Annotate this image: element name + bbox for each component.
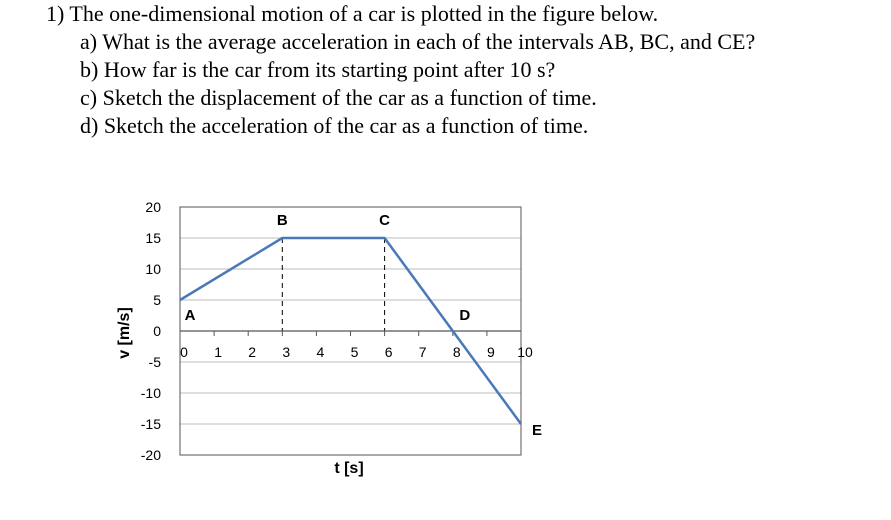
point-label-C: C [379,212,391,229]
x-tick-labels [180,344,533,360]
x-tick-label-5: 5 [350,344,359,360]
x-tick-label-8: 8 [452,344,461,360]
x-tick-label-4: 4 [316,344,325,360]
y-tick-label-20: 20 [145,199,161,215]
x-tick-label-6: 6 [384,344,393,360]
y-tick-label--5: -5 [148,354,161,370]
y-tick-label--15: -15 [140,416,161,432]
problem-part-c: c) Sketch the displacement of the car as a function of time. [80,85,597,110]
x-tick-label-2: 2 [248,344,257,360]
problem-part-d: d) Sketch the acceleration of the car as a function of time. [80,113,589,138]
point-label-D: D [459,307,471,324]
point-label-B: B [276,212,288,229]
problem-heading: 1) The one-dimensional motion of a car is plotted in the figure below. [46,1,659,26]
y-tick-label-0: 0 [153,323,161,339]
y-tick-labels [141,199,161,463]
y-axis-title: v [m/s] [116,307,133,359]
x-tick-label-0: 0 [180,344,188,360]
dashed-guides [282,238,384,331]
point-label-A: A [184,307,196,324]
x-tick-label-3: 3 [282,344,291,360]
time-axis [180,331,521,336]
x-axis-title: t [s] [334,460,364,477]
point-label-E: E [531,422,543,439]
y-tick-label--10: -10 [140,385,161,401]
x-tick-label-7: 7 [418,344,427,360]
y-tick-label-15: 15 [145,230,161,246]
problem-part-b: b) How far is the car from its starting point after 10 s? [80,57,556,82]
x-tick-label-10: 10 [517,344,533,360]
problem-part-a: a) What is the average acceleration in each of the intervals AB, BC, and CE? [80,29,756,54]
point-labels [185,212,542,439]
y-tick-label--20: -20 [140,447,161,463]
y-tick-label-5: 5 [153,292,161,308]
x-tick-label-1: 1 [214,344,222,360]
y-tick-label-10: 10 [145,261,161,277]
x-tick-label-9: 9 [487,344,495,360]
